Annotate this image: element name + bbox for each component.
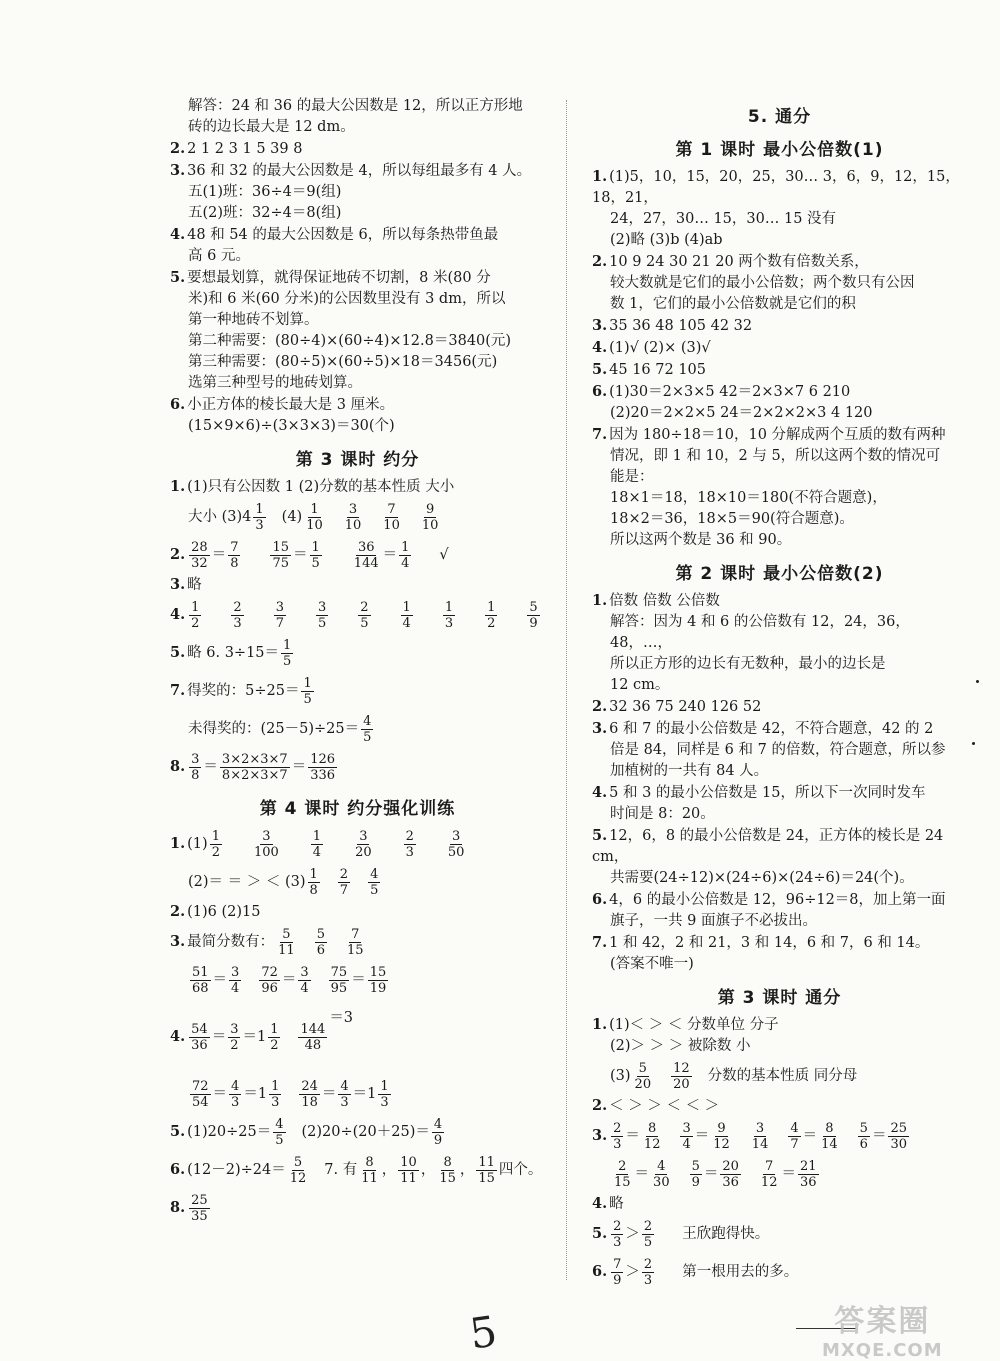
question-number: 5. [592,361,608,378]
text-line: 第三种需要：(80÷5)×(60÷5)×18＝3456(元) [188,354,498,370]
handwritten-mark: 5 [466,1306,501,1359]
text-line: 五(2)班：32÷4＝8(组) [188,205,342,221]
answer-text: ＜ ＞ ＞ ＜ ＜ ＞ [609,1098,720,1114]
answer-text: 10 9 24 30 21 20 两个数有倍数关系， [609,254,869,270]
answer-text: 1 和 42，2 和 21，3 和 14，6 和 7，6 和 14。 [609,935,930,951]
answer-text: 大小 (3)4 [188,509,252,525]
answer-text: (1)只有公因数 1 (2)分数的基本性质 大小 [187,479,455,495]
answer-text: (1)√ (2)× (3)√ [609,340,711,356]
question-number: 5. [592,827,608,844]
answer-line: 4. $\frac{1}{2}$ $\frac{2}{3}$ $\frac{3}{7}$ $\frac{3}{5}$ $\frac{2}{5}$ $\frac{1}{4}$ $\frac{1}{3}$ $\frac{1}{2}$ $\frac{5}{9}$ [170,596,545,634]
text-line: (2)＞ ＞ ＞ 被除数 小 [610,1038,751,1054]
question-number: 6. [170,1161,186,1178]
question-number: 1. [592,1016,608,1033]
answer-text: (2)20÷(20＋25)＝ [301,1124,430,1140]
question-number: 4. [170,226,186,243]
answer-text: 6 和 7 的最小公倍数是 42，不符合题意，42 的 2 [609,721,934,737]
answer-text: 36 和 32 的最大公因数是 4，所以每组最多有 4 人。 [187,163,532,179]
answer-line: 1. (1) $\frac{1}{2}$ $\frac{3}{100}$ $\frac{1}{4}$ $\frac{3}{20}$ $\frac{2}{3}$ $\frac{3}{50}$ [170,825,545,863]
watermark [822,1296,943,1361]
fraction: $\frac{1}{3}$ [255,501,264,533]
text-line: 米)和 6 米(60 分米)的公因数里没有 3 dm，所以 [188,291,506,307]
text-line: 第二种需要：(80÷4)×(60÷4)×12.8＝3840(元) [188,333,512,349]
answer-line: 7. 得奖的：5÷25＝ $\frac{1}{5}$ [170,672,545,710]
answer-text: 分数的基本性质 同分母 [707,1068,858,1084]
right-column [592,96,967,1291]
question-number: 1. [170,478,186,495]
text-line: 能是： [610,469,654,485]
question-number: 6. [592,1263,608,1280]
answer-line: 3. 最简分数有： $\frac{5}{11}$ $\frac{5}{6}$ $\frac{7}{15}$ [170,923,545,961]
text-line: 五(1)班：36÷4＝9(组) [188,184,342,200]
answer-line: 2. $\frac{28}{32}$ ＝ $\frac{7}{8}$ $\frac{15}{75}$ ＝ $\frac{1}{5}$ $\frac{36}{144}$ ＝ $\frac{1}{4}$ √ [170,536,545,574]
text-line: 砖的边长最大是 12 dm。 [188,119,355,135]
text-line: 解答：因为 4 和 6 的公倍数有 12，24，36，48，…， [610,614,910,651]
text-line: 旗子，一共 9 面旗子不必拔出。 [610,913,817,929]
question-number: 7. [592,934,608,951]
answer-line: 8. $\frac{25}{35}$ [170,1189,545,1227]
answer-text: 45 16 72 105 [609,362,706,378]
answer-text: 2 1 2 3 1 5 39 8 [187,141,303,157]
question-number: 6. [592,383,608,400]
question-number: 3. [170,162,186,179]
answer-text: 要想最划算，就得保证地砖不切割，8 米(80 分 [187,270,491,286]
answer-text: 王欣跑得快。 [682,1226,770,1242]
left-column [170,96,545,1227]
answer-text: 四个。 [498,1162,543,1178]
text-line: 18×2＝36，18×5＝90(符合题意)。 [610,511,854,527]
answer-text: 12，6，8 的最小公倍数是 24，正方体的棱长是 24 cm， [592,828,948,865]
answer-text: (1)30＝2×3×5 42＝2×3×7 6 210 [609,384,851,400]
answer-line: $\frac{51}{68}$ ＝ $\frac{3}{4}$ $\frac{72}{96}$ ＝ $\frac{3}{4}$ $\frac{75}{95}$ ＝ $\frac{15}{19}$ [192,964,387,996]
text-line: 倍是 84，同样是 6 和 7 的倍数，符合题意，所以参 [610,742,946,758]
question-number: 1. [170,835,186,852]
question-number: 1. [592,592,608,609]
question-number: 2. [592,698,608,715]
answer-text: 略 [609,1196,624,1212]
check-mark: √ [439,547,449,563]
answer-text: 因为 180÷18＝10，10 分解成两个互质的数有两种 [609,427,946,443]
text-line: 解答：24 和 36 的最大公因数是 12，所以正方形地 [188,98,523,114]
answer-text: 4，6 的最小公倍数是 12，96÷12＝8，加上第一面 [609,892,946,908]
answer-text: 35 36 48 105 42 32 [609,318,753,334]
column-divider [566,100,567,1280]
question-number: 2. [170,546,186,563]
text-line: (15×9×6)÷(3×3×3)＝30(个) [188,418,395,434]
answer-line: (3) $\frac{5}{20}$ $\frac{12}{20}$ 分数的基本性质 同分母 [592,1057,967,1095]
text-line: 加植树的一共有 84 人。 [610,763,769,779]
fraction: $\frac{3}{10}$ [344,501,362,533]
text-line: 共需要(24÷12)×(24÷6)×(24÷6)＝24(个)。 [610,870,914,886]
text-line: 第一种地砖不划算。 [188,312,319,328]
answer-text: (2)＝ ＝ ＞ ＜ (3) [188,874,306,890]
answer-text: 略 [187,577,202,593]
fraction: $\frac{1}{10}$ [306,501,323,533]
answer-line: 6. $\frac{7}{9}$ ＞ $\frac{2}{3}$ 第一根用去的多。 [592,1253,967,1291]
answer-line: (2)＝ ＝ ＞ ＜ (3) $\frac{1}{8}$ $\frac{2}{7}$ $\frac{4}{5}$ [170,863,545,901]
answer-line: $\frac{72}{54}$ ＝ $\frac{4}{3}$ ＝1 $\frac{1}{3}$ $\frac{24}{18}$ ＝ $\frac{4}{3}$ ＝1 $\frac{1}{3}$ [192,1078,389,1110]
text-line: 时间是 8：20。 [610,806,715,822]
text-line: (答案不唯一) [610,956,694,972]
question-number: 5. [170,644,186,661]
answer-text: 得奖的：5÷25＝ [187,683,300,699]
question-number: 8. [170,1199,186,1216]
answer-line: 未得奖的：(25－5)÷25＝ $\frac{4}{5}$ [170,710,545,748]
question-number: 3. [170,576,186,593]
answer-line: 4. $\frac{54}{36}$ ＝ $\frac{3}{2}$ ＝1 $\frac{1}{2}$ $\frac{144}{48}$ ＝3 [170,999,545,1075]
text-line: 24，27，30… 15，30… 15 没有 [610,211,837,227]
answer-text: 小正方体的棱长最大是 3 厘米。 [187,397,395,413]
answer-text: 最简分数有： [187,934,275,950]
answer-text: (1)＜ ＞ ＜ 分数单位 分子 [609,1017,779,1033]
text-line: 所以这两个数是 36 和 90。 [610,532,792,548]
fraction: $\frac{7}{10}$ [383,501,400,533]
answer-text: (1)20÷25＝ [187,1124,272,1140]
answer-text: 未得奖的：(25－5)÷25＝ [188,721,360,737]
text-line: 较大数就是它们的最小公倍数；两个数只有公因 [610,275,915,291]
answer-text: (3) [610,1068,631,1084]
answer-text: 倍数 倍数 公倍数 [609,593,720,609]
question-number: 2. [170,903,186,920]
text-line: 所以正方形的边长有无数种，最小的边长是 [610,656,886,672]
text-line: (2)20＝2×2×5 24＝2×2×2×3 4 120 [610,405,873,421]
question-number: 8. [170,758,186,775]
answer-text: 32 36 75 240 126 52 [609,699,762,715]
answer-line: 8. $\frac{3}{8}$ ＝ $\frac{3\times 2\times 3\times 7}{8\times 2\times 3\times 7}$ ＝ $\frac{126}{336}$ [170,748,545,786]
text-line: 18×1＝18，18×10＝180(不符合题意)， [610,490,887,506]
section-heading: 第 1 课时 最小公倍数(1) [675,140,884,160]
section-heading: 第 2 课时 最小公倍数(2) [675,564,884,584]
text-line: 12 cm。 [610,677,670,693]
answer-text: (1)5，10，15，20，25，30… 3，6，9，12，15，18，21， [592,169,960,206]
section-heading: 第 3 课时 约分 [295,450,420,470]
question-number: 6. [170,396,186,413]
text-line: 数 1，它们的最小公倍数就是它们的积 [610,296,856,312]
answer-line: 3. $\frac{2}{3}$ ＝ $\frac{8}{12}$ $\frac{3}{4}$ ＝ $\frac{9}{12}$ $\frac{3}{14}$ $\frac{4}{7}$ ＝ $\frac{8}{14}$ $\frac{5}{6}$ ＝ $\frac{25}{30}$ [592,1117,967,1155]
answer-line: 6. (12－2)÷24＝ $\frac{5}{12}$ 7. 有 $\frac{8}{11}$ ， $\frac{10}{11}$ ， $\frac{8}{15}$ ， $\frac{11}{15}$ 四个。 [170,1151,545,1189]
question-number: 5. [170,269,186,286]
answer-line: 5. (1)20÷25＝ $\frac{4}{5}$ (2)20÷(20＋25)＝ $\frac{4}{9}$ [170,1113,545,1151]
question-number: 2. [592,1097,608,1114]
question-number: 5. [592,1225,608,1242]
answer-text: (12－2)÷24＝ [187,1162,286,1178]
answer-text: 48 和 54 的最大公因数是 6，所以每条热带鱼最 [187,227,499,243]
question-number: 6. [592,891,608,908]
question-number: 1. [592,168,608,185]
question-number: 4. [592,1195,608,1212]
question-number: 2. [170,140,186,157]
question-number: 5. [170,1123,186,1140]
answer-text: 第一根用去的多。 [682,1264,799,1280]
answer-text: 7. 有 [324,1162,358,1178]
question-number: 3. [592,317,608,334]
chapter-heading: 5. 通分 [747,107,812,127]
question-number: 7. [592,426,608,443]
text-line: (2)略 (3)b (4)ab [610,232,723,248]
text-line: 高 6 元。 [188,248,250,264]
answer-text: 略 6. 3÷15＝ [187,645,280,661]
fraction: $\frac{9}{10}$ [421,501,439,533]
answer-text: 5 和 3 的最小公倍数是 15，所以下一次同时发车 [609,785,926,801]
question-number: 4. [592,784,608,801]
question-number: 2. [592,253,608,270]
answer-line: 5. $\frac{2}{3}$ ＞ $\frac{2}{5}$ 王欣跑得快。 [592,1215,967,1253]
margin-dot [976,680,979,683]
margin-dot [972,742,975,745]
question-number: 3. [592,720,608,737]
text-line: 情况，即 1 和 10，2 与 5，所以这两个数的情况可 [610,448,941,464]
section-heading: 第 4 课时 约分强化训练 [259,799,456,819]
question-number: 4. [170,606,186,623]
section-heading: 第 3 课时 通分 [717,988,842,1008]
answer-text: (1) [187,836,208,852]
answer-text: (4) [281,509,303,525]
question-number: 3. [592,1127,608,1144]
answer-line [170,498,545,536]
question-number: 4. [170,1028,186,1045]
answer-line: 5. 略 6. 3÷15＝ $\frac{1}{5}$ [170,634,545,672]
text-line: 选第三种型号的地砖划算。 [188,375,362,391]
answer-text: (1)6 (2)15 [187,904,261,920]
watermark-url: MXQE.COM [822,1340,943,1361]
question-number: 4. [592,339,608,356]
watermark-logo-text: 答案圈 [834,1304,931,1339]
question-number: 7. [170,682,186,699]
question-number: 3. [170,933,186,950]
answer-line: $\frac{2}{15}$ ＝ $\frac{4}{30}$ $\frac{5}{9}$ ＝ $\frac{20}{36}$ $\frac{7}{12}$ ＝ $\frac{21}{36}$ [614,1158,817,1190]
